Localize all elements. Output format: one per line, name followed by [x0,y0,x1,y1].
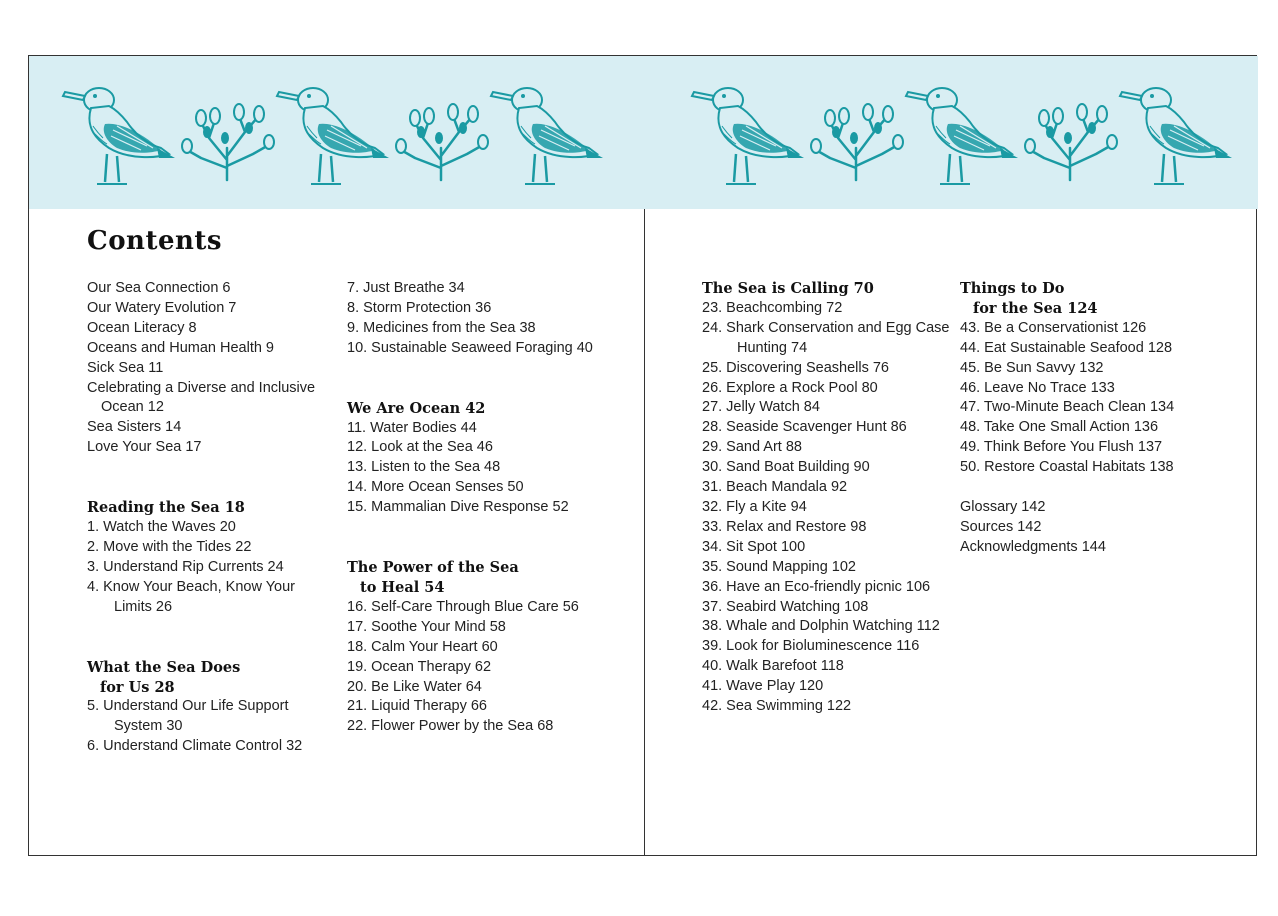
section-heading-line: The Power of the Sea [347,559,519,577]
toc-entry[interactable]: 39. Look for Bioluminescence 116 [702,638,920,655]
toc-entry[interactable]: 1. Watch the Waves 20 [87,519,236,536]
toc-entry[interactable]: 42. Sea Swimming 122 [702,698,852,715]
toc-entry[interactable] [87,379,315,419]
toc-entry[interactable]: 18. Calm Your Heart 60 [347,638,498,655]
seagull-illustration [57,78,177,190]
toc-entry-line: 24. Shark Conservation and Egg Case [702,319,950,336]
seagull-illustration [271,78,391,190]
section-heading-line: for Us 28 [100,678,175,696]
toc-entry[interactable]: 35. Sound Mapping 102 [702,558,856,575]
toc-entry[interactable]: 16. Self-Care Through Blue Care 56 [347,598,579,615]
toc-entry[interactable]: 11. Water Bodies 44 [347,419,477,436]
toc-entry[interactable]: 43. Be a Conservationist 126 [960,319,1147,336]
section-heading[interactable]: The Sea is Calling 70 [702,280,874,297]
toc-entry[interactable]: Our Watery Evolution 7 [87,299,237,316]
seaweed-illustration [179,88,275,184]
section-heading-line: What the Sea Does [87,658,241,676]
toc-entry-sources[interactable]: Sources 142 [960,518,1042,535]
toc-entry-line: Limits 26 [114,598,173,615]
toc-entry[interactable]: 2. Move with the Tides 22 [87,538,252,555]
section-heading[interactable] [87,658,315,698]
toc-entry[interactable]: Ocean Literacy 8 [87,319,197,336]
section-heading-line: to Heal 54 [360,578,445,596]
toc-entry[interactable]: 26. Explore a Rock Pool 80 [702,379,878,396]
toc-entry[interactable]: 50. Restore Coastal Habitats 138 [960,459,1174,476]
toc-entry[interactable]: 37. Seabird Watching 108 [702,598,869,615]
left-page [29,56,645,855]
toc-entry[interactable]: 29. Sand Art 88 [702,439,802,456]
toc-entry[interactable]: 14. More Ocean Senses 50 [347,479,524,496]
toc-entry[interactable]: 41. Wave Play 120 [702,678,824,695]
section-heading[interactable] [347,558,593,598]
illustration-banner-right [644,56,1258,209]
toc-entry-line: 5. Understand Our Life Support [87,698,289,715]
toc-entry[interactable]: 48. Take One Small Action 136 [960,419,1159,436]
toc-entry-line: Hunting 74 [737,339,808,356]
illustration-banner-left [29,56,644,209]
page-title: Contents [87,226,223,256]
toc-entry[interactable]: 47. Two-Minute Beach Clean 134 [960,399,1175,416]
toc-entry[interactable]: Sea Sisters 14 [87,419,182,436]
section-heading[interactable]: We Are Ocean 42 [347,399,486,417]
toc-entry[interactable]: 9. Medicines from the Sea 38 [347,319,536,336]
seaweed-illustration [393,88,489,184]
toc-column-1 [87,279,315,757]
toc-entry[interactable]: 13. Listen to the Sea 48 [347,459,501,476]
toc-entry[interactable] [702,319,949,359]
toc-entry[interactable]: 15. Mammalian Dive Response 52 [347,499,569,516]
toc-entry[interactable]: 49. Think Before You Flush 137 [960,439,1163,456]
toc-entry[interactable]: 23. Beachcombing 72 [702,299,843,316]
toc-entry[interactable]: 30. Sand Boat Building 90 [702,459,870,476]
toc-entry[interactable]: 6. Understand Climate Control 32 [87,738,303,755]
toc-entry-line: System 30 [114,718,183,735]
seaweed-illustration [1022,88,1118,184]
section-heading[interactable]: Reading the Sea 18 [87,499,245,517]
seagull-illustration [686,78,806,190]
seaweed-illustration [808,88,904,184]
toc-entry[interactable]: 27. Jelly Watch 84 [702,399,820,416]
toc-entry[interactable]: Love Your Sea 17 [87,439,202,456]
toc-entry[interactable] [87,578,315,618]
section-heading[interactable] [960,279,1174,319]
toc-entry-acknowledgments[interactable]: Acknowledgments 144 [960,538,1106,555]
section-heading-line: for the Sea 124 [973,299,1098,317]
toc-entry[interactable]: 21. Liquid Therapy 66 [347,698,488,715]
toc-entry[interactable]: Oceans and Human Health 9 [87,339,274,356]
toc-entry[interactable]: 25. Discovering Seashells 76 [702,359,889,376]
toc-entry-line: 4. Know Your Beach, Know Your [87,578,295,595]
toc-entry[interactable]: 34. Sit Spot 100 [702,538,806,555]
toc-entry[interactable]: Our Sea Connection 6 [87,280,231,296]
book-spread [28,55,1257,856]
toc-entry-line: Celebrating a Diverse and Inclusive [87,379,316,396]
toc-entry[interactable]: 46. Leave No Trace 133 [960,379,1115,396]
seagull-illustration [1114,78,1234,190]
seagull-illustration [485,78,605,190]
toc-column-4 [960,279,1174,558]
toc-entry[interactable]: 3. Understand Rip Currents 24 [87,558,284,575]
toc-column-3 [702,279,949,717]
toc-entry[interactable] [87,697,315,737]
toc-entry-glossary[interactable]: Glossary 142 [960,499,1046,516]
toc-entry[interactable]: 17. Soothe Your Mind 58 [347,618,506,635]
toc-entry-line: Ocean 12 [101,399,164,416]
toc-column-2 [347,279,593,737]
toc-entry[interactable]: 45. Be Sun Savvy 132 [960,359,1104,376]
toc-entry[interactable]: 38. Whale and Dolphin Watching 112 [702,618,940,635]
toc-entry[interactable]: Sick Sea 11 [87,359,164,376]
seagull-illustration [900,78,1020,190]
toc-entry[interactable]: 28. Seaside Scavenger Hunt 86 [702,419,907,436]
toc-entry[interactable]: 40. Walk Barefoot 118 [702,658,844,675]
toc-entry[interactable]: 8. Storm Protection 36 [347,299,492,316]
toc-entry[interactable]: 10. Sustainable Seaweed Foraging 40 [347,339,593,356]
toc-entry[interactable]: 12. Look at the Sea 46 [347,439,493,456]
toc-entry[interactable]: 33. Relax and Restore 98 [702,518,867,535]
toc-entry[interactable]: 36. Have an Eco-friendly picnic 106 [702,578,931,595]
toc-entry[interactable]: 19. Ocean Therapy 62 [347,658,492,675]
right-page [644,56,1258,855]
toc-entry[interactable]: 31. Beach Mandala 92 [702,479,848,496]
toc-entry[interactable]: 7. Just Breathe 34 [347,280,465,296]
toc-entry[interactable]: 20. Be Like Water 64 [347,678,482,695]
section-heading-line: Things to Do [960,280,1065,297]
toc-entry[interactable]: 44. Eat Sustainable Seafood 128 [960,339,1173,356]
toc-entry[interactable]: 22. Flower Power by the Sea 68 [347,718,554,735]
toc-entry[interactable]: 32. Fly a Kite 94 [702,498,807,515]
